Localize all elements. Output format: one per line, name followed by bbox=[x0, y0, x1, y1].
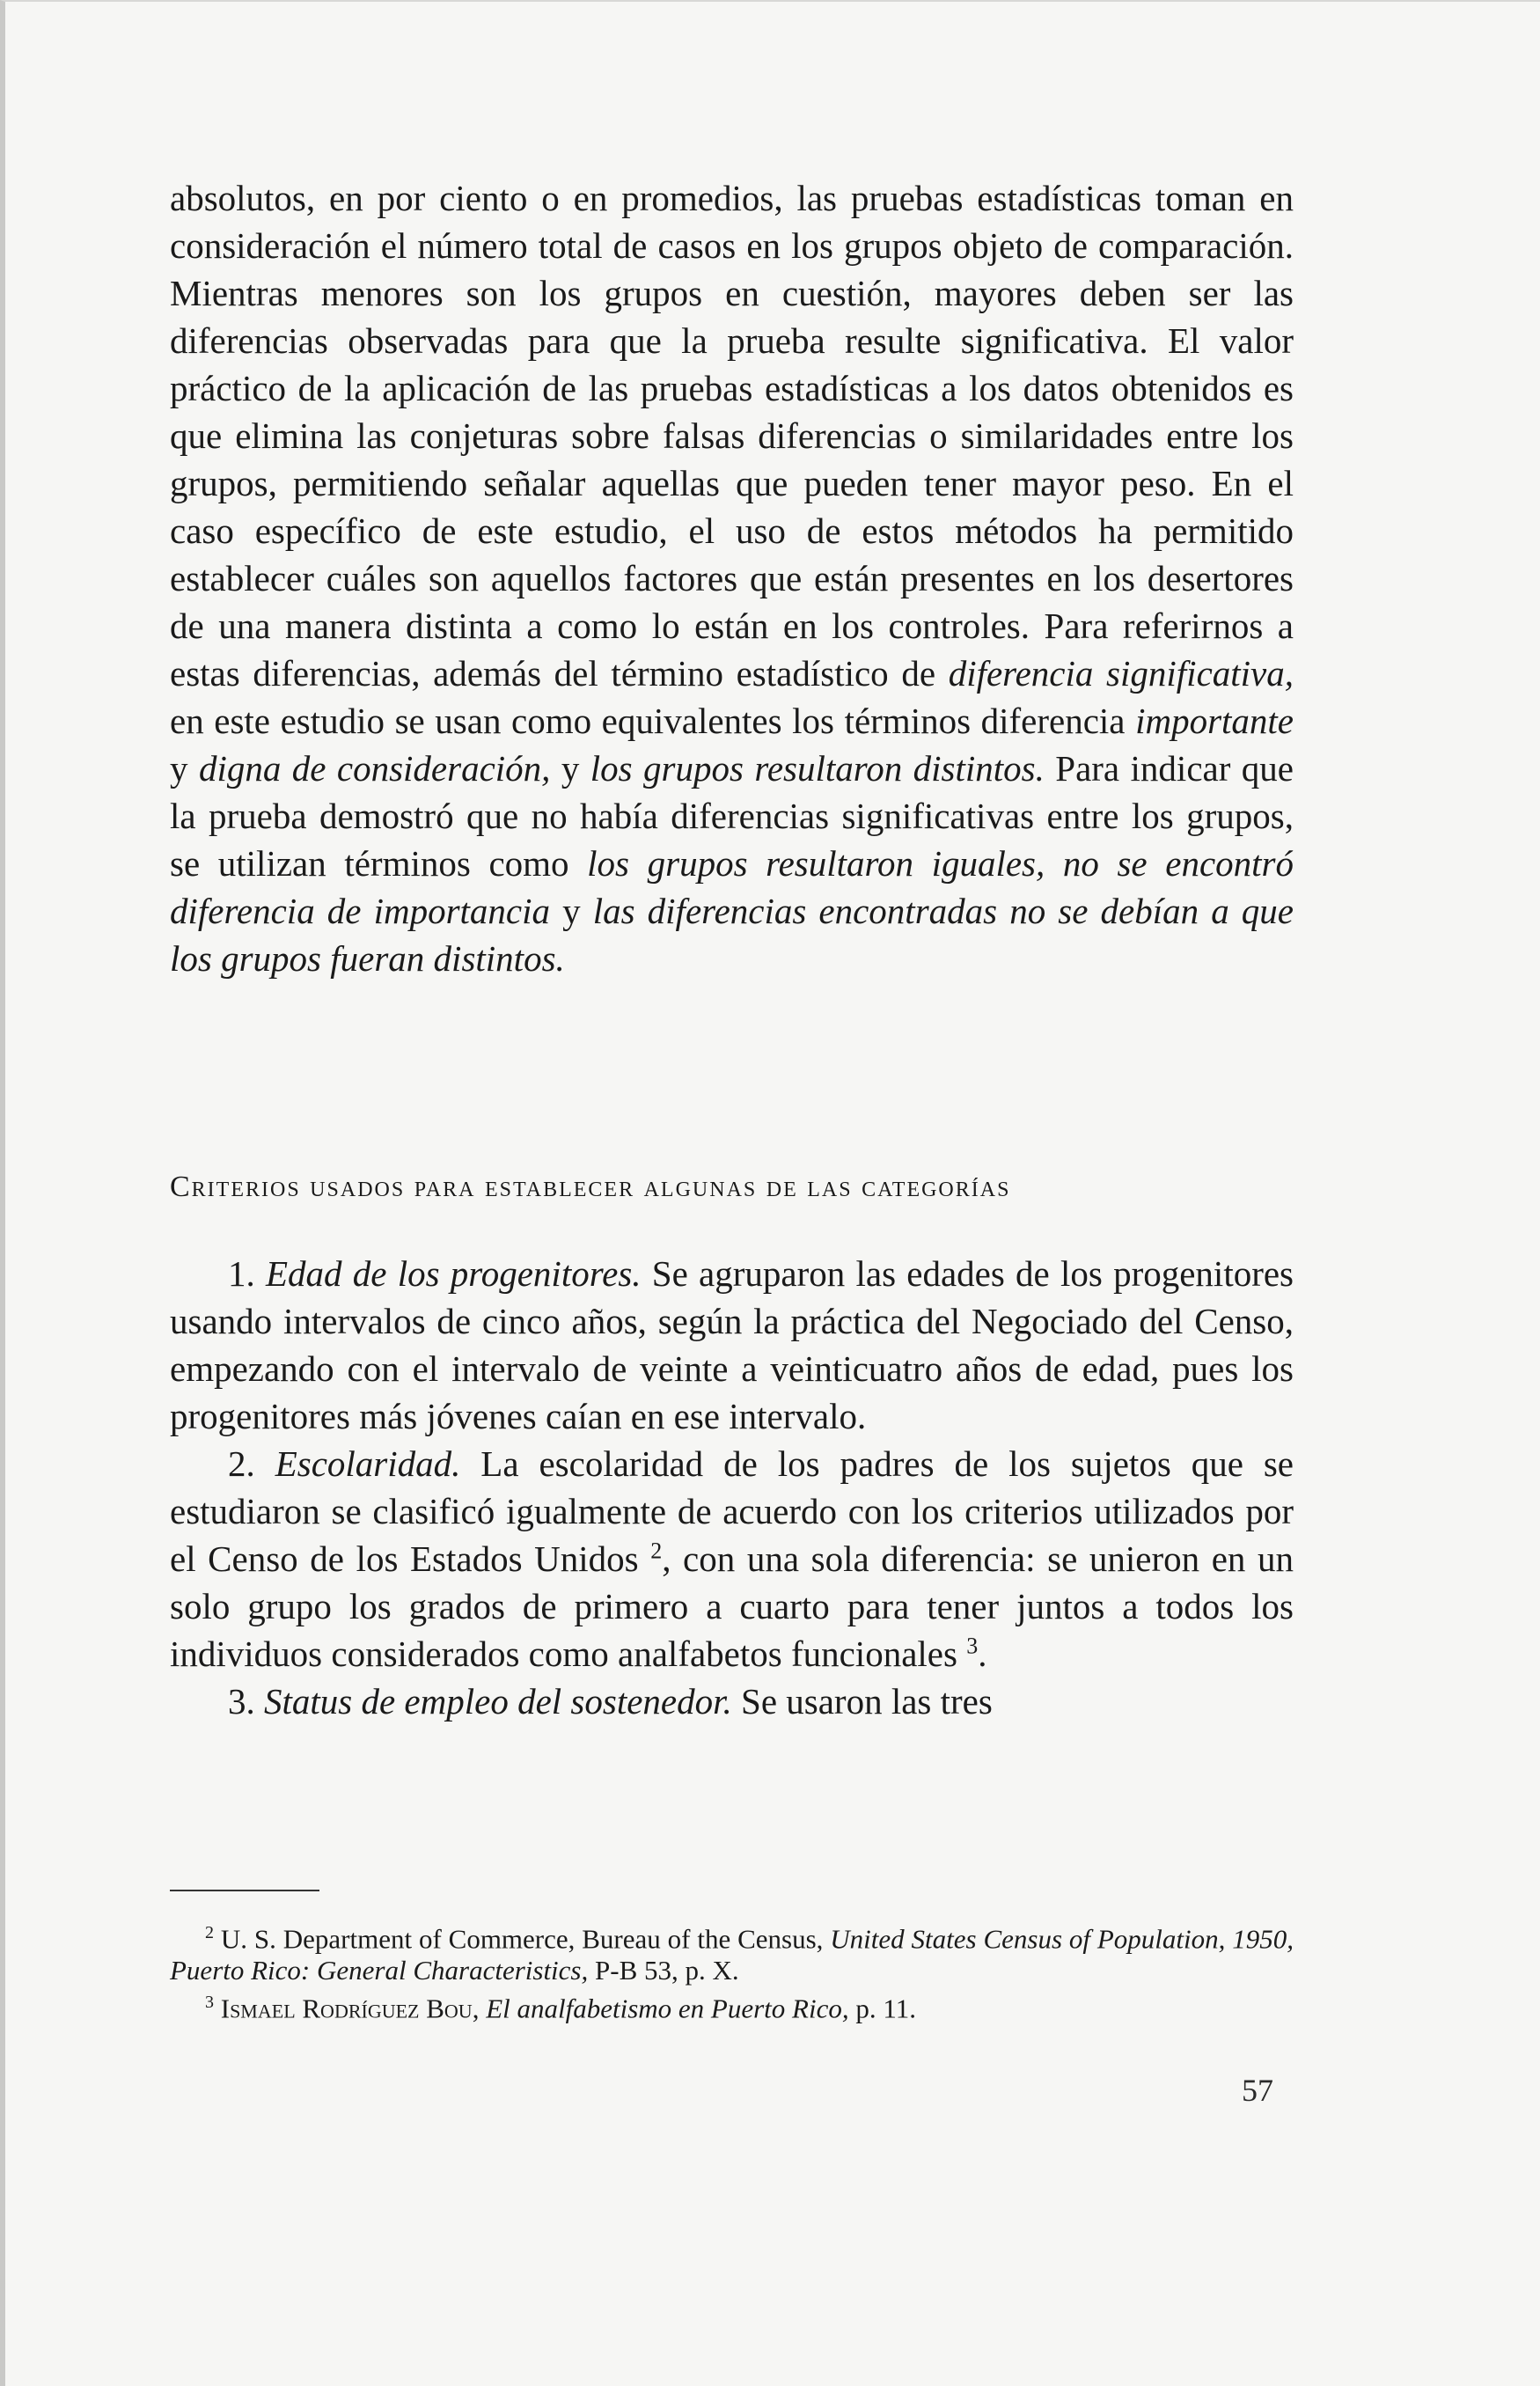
item-title: Status de empleo del sostenedor. bbox=[264, 1681, 732, 1722]
footnote-ref: 2 bbox=[650, 1538, 663, 1564]
list-item bbox=[170, 1440, 1294, 1678]
footnote-mark: 3 bbox=[205, 1993, 214, 2013]
footnote-divider bbox=[170, 1890, 319, 1891]
item-title: Edad de los progenitores. bbox=[266, 1253, 642, 1294]
item-text: La escolaridad de los padres de los sujetos que se estudiaron se clasificó igualmente de acuerdo con los criterios utilizados por el Censo de los Estados Unidos bbox=[170, 1443, 1294, 1579]
criteria-list bbox=[170, 1250, 1294, 1725]
list-item bbox=[170, 1250, 1294, 1440]
footnote bbox=[170, 1917, 1294, 1986]
text-run: Para indicar que la prueba demostró que no había diferencias significativas entre los grupos, se utilizan términos como bbox=[170, 748, 1294, 884]
text-run: y bbox=[550, 891, 593, 931]
footnote bbox=[170, 1986, 1294, 2024]
footnote-author: Ismael Rodríguez Bou, bbox=[220, 1993, 480, 2024]
italic-run: los grupos resultaron iguales, no se encontró diferencia de importancia bbox=[170, 843, 1294, 931]
text-run: absolutos, en por ciento o en promedios, las pruebas estadísticas toman en consideración el número total de casos en los grupos objeto de comparación. Mientras menores son los grupos en cuestión, mayores deben ser las diferencias observadas para que la prueba resulte significativa. El valor práctico de la aplicación de las pruebas estadísticas a los datos obtenidos es que elimina las conjeturas sobre falsas diferencias o similaridades entre los grupos, permitiendo señalar aquellas que pueden tener mayor peso. En el caso específico de este estudio, el uso de estos métodos ha permitido establecer cuáles son aquellos factores que están presentes en los desertores de una manera distinta a como lo están en los controles. Para referirnos a estas diferencias, además del término estadístico de bbox=[170, 178, 1294, 694]
item-text: Se agruparon las edades de los progenitores usando intervalos de cinco años, según la práctica del Negociado del Censo, empezando con el intervalo de veinte a veinticuatro años de edad, pues los progenitores más jóvenes caían en ese intervalo. bbox=[170, 1253, 1294, 1436]
footnotes bbox=[170, 1917, 1294, 2025]
list-item bbox=[170, 1678, 1294, 1725]
item-number: 2. bbox=[228, 1443, 255, 1484]
italic-run: importante bbox=[1135, 701, 1294, 741]
text-run: en este estudio se usan como equivalentes los términos diferencia bbox=[170, 701, 1136, 741]
item-number: 3. bbox=[228, 1681, 255, 1722]
italic-run: los grupos resultaron distintos. bbox=[590, 748, 1045, 789]
footnote-mark: 2 bbox=[205, 1923, 214, 1942]
paragraph-1 bbox=[170, 174, 1294, 982]
item-title: Escolaridad. bbox=[275, 1443, 461, 1484]
item-number: 1. bbox=[228, 1253, 255, 1294]
section-heading: Criterios usados para establecer algunas de las categorías bbox=[170, 1171, 1011, 1203]
page-number: 57 bbox=[1242, 2073, 1273, 2108]
italic-run: diferencia significativa, bbox=[948, 653, 1294, 694]
footnote-italic: El analfabetismo en Puerto Rico, bbox=[486, 1993, 849, 2024]
item-text: . bbox=[978, 1633, 987, 1674]
item-text: , con una sola diferencia: se unieron en un solo grupo los grados de primero a cuarto para tener juntos a todos los individuos considerados como analfabetos funcionales bbox=[170, 1538, 1294, 1674]
item-text: Se usaron las tres bbox=[731, 1681, 993, 1722]
footnote-text: P-B 53, p. X. bbox=[588, 1955, 739, 1986]
text-run: y bbox=[170, 748, 199, 789]
footnote-ref: 3 bbox=[966, 1633, 979, 1659]
footnote-text: p. 11. bbox=[848, 1993, 916, 2024]
italic-run: las diferencias encontradas no se debían a que los grupos fueran distintos. bbox=[170, 891, 1294, 979]
italic-run: digna de consideración, bbox=[198, 748, 551, 789]
footnote-italic: United States Census of Population, 1950, Puerto Rico: General Characteristics, bbox=[170, 1923, 1294, 1986]
footnote-text: U. S. Department of Commerce, Bureau of the Census, bbox=[220, 1923, 831, 1955]
text-run: y bbox=[550, 748, 590, 789]
body-paragraph bbox=[170, 174, 1294, 982]
